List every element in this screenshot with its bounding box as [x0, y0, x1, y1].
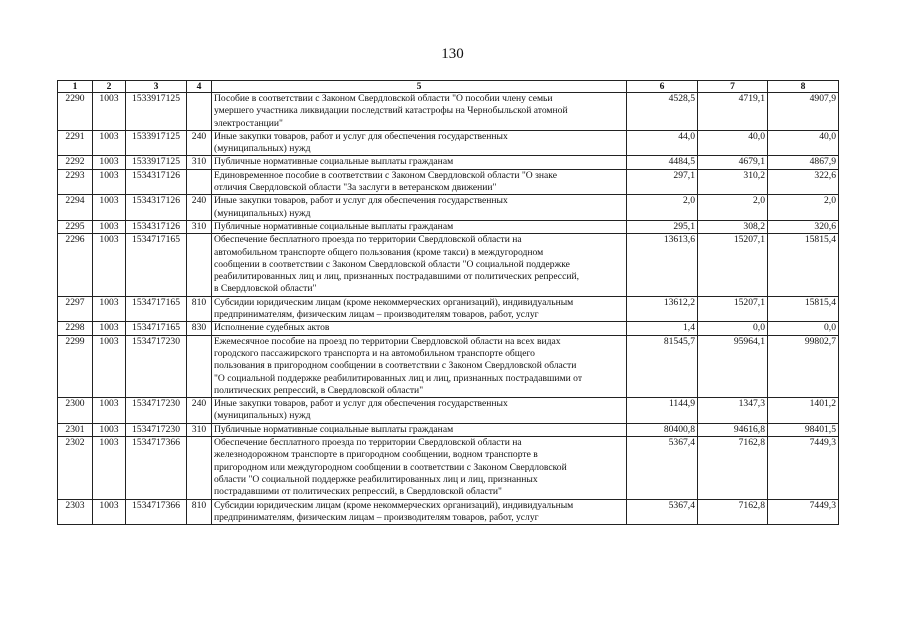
- amount-year-1: 297,1: [627, 169, 698, 195]
- target-article-code: 1534317126: [126, 169, 187, 195]
- item-name: [212, 335, 627, 397]
- item-name-line: области "О социальной поддержке реабилитированных лиц и лиц, признанных: [214, 473, 538, 485]
- amount-year-1: 44,0: [627, 130, 698, 156]
- item-name: [212, 156, 627, 169]
- item-name: [212, 322, 627, 335]
- row-number: 2303: [58, 499, 93, 525]
- row-number: 2298: [58, 322, 93, 335]
- target-article-code: 1534717366: [126, 499, 187, 525]
- item-name-line: в Свердловской области": [214, 283, 317, 295]
- amount-year-2: 15207,1: [698, 234, 768, 296]
- item-name-line: (муниципальных) нужд: [214, 143, 311, 155]
- target-article-code: 1534717165: [126, 322, 187, 335]
- item-name-line: Пособие в соответствии с Законом Свердловской области "О пособии члену семьи: [214, 93, 553, 104]
- table-row: [58, 423, 839, 436]
- section-code: 1003: [93, 437, 126, 499]
- amount-year-2: 95964,1: [698, 335, 768, 397]
- amount-year-2: 308,2: [698, 220, 768, 233]
- item-name-line: Обеспечение бесплатного проезда по территории Свердловской области на: [214, 234, 522, 246]
- expense-type-code: 810: [187, 499, 212, 525]
- row-number: 2293: [58, 169, 93, 195]
- table-body: [58, 93, 839, 525]
- expense-type-code: [187, 234, 212, 296]
- section-code: 1003: [93, 220, 126, 233]
- section-code: 1003: [93, 499, 126, 525]
- amount-year-1: 295,1: [627, 220, 698, 233]
- expense-type-code: 310: [187, 156, 212, 169]
- page-number: 130: [441, 46, 464, 62]
- item-name-line: электростанции": [214, 117, 283, 129]
- table-row: [58, 169, 839, 195]
- amount-year-3: 7449,3: [768, 499, 839, 525]
- row-number: 2290: [58, 93, 93, 131]
- column-header: 2: [93, 81, 126, 93]
- item-name-line: реабилитированных лиц и лиц, признанных пострадавшими от политических репрессий,: [214, 271, 579, 283]
- row-number: 2292: [58, 156, 93, 169]
- amount-year-3: 320,6: [768, 220, 839, 233]
- amount-year-1: 1,4: [627, 322, 698, 335]
- expense-type-code: [187, 437, 212, 499]
- amount-year-1: 5367,4: [627, 437, 698, 499]
- item-name-line: предпринимателям, физическим лицам – производителям товаров, работ, услуг: [214, 511, 539, 523]
- item-name: [212, 499, 627, 525]
- table-row: [58, 296, 839, 322]
- table-row: [58, 195, 839, 221]
- amount-year-2: 15207,1: [698, 296, 768, 322]
- table-row: [58, 499, 839, 525]
- section-code: 1003: [93, 156, 126, 169]
- amount-year-1: 81545,7: [627, 335, 698, 397]
- item-name: [212, 195, 627, 221]
- row-number: 2297: [58, 296, 93, 322]
- item-name-line: политических репрессий, в Свердловской области": [214, 384, 424, 396]
- item-name-line: отличия Свердловской области "За заслуги в ветеранском движении": [214, 182, 497, 194]
- amount-year-1: 13613,6: [627, 234, 698, 296]
- row-number: 2299: [58, 335, 93, 397]
- expense-type-code: 830: [187, 322, 212, 335]
- item-name: [212, 130, 627, 156]
- table-row: [58, 322, 839, 335]
- amount-year-3: 322,6: [768, 169, 839, 195]
- row-number: 2294: [58, 195, 93, 221]
- expense-type-code: 310: [187, 220, 212, 233]
- table-row: [58, 398, 839, 424]
- budget-table: [57, 80, 839, 525]
- item-name-line: Публичные нормативные социальные выплаты гражданам: [214, 220, 454, 232]
- amount-year-3: 0,0: [768, 322, 839, 335]
- item-name-line: пострадавшими от политических репрессий, в Свердловской области": [214, 486, 502, 498]
- section-code: 1003: [93, 398, 126, 424]
- item-name: [212, 169, 627, 195]
- section-code: 1003: [93, 93, 126, 131]
- table-row: [58, 335, 839, 397]
- amount-year-3: 2,0: [768, 195, 839, 221]
- item-name: [212, 220, 627, 233]
- item-name-line: Публичные нормативные социальные выплаты гражданам: [214, 156, 454, 168]
- header-row: [58, 81, 839, 93]
- column-header: 6: [627, 81, 698, 93]
- item-name-line: Ежемесячное пособие на проезд по территории Свердловской области на всех видах: [214, 335, 561, 347]
- row-number: 2291: [58, 130, 93, 156]
- item-name: [212, 437, 627, 499]
- target-article-code: 1534717165: [126, 296, 187, 322]
- item-name-line: Обеспечение бесплатного проезда по территории Свердловской области на: [214, 437, 522, 449]
- column-header: 4: [187, 81, 212, 93]
- item-name-line: автомобильном транспорте общего пользования (кроме такси) в междугородном: [214, 246, 544, 258]
- item-name-line: городского пассажирского транспорта и на автомобильном транспорте общего: [214, 347, 535, 359]
- item-name-line: "О социальной поддержке реабилитированных лиц и лиц, признанных пострадавшими от: [214, 372, 583, 384]
- amount-year-1: 2,0: [627, 195, 698, 221]
- amount-year-3: 99802,7: [768, 335, 839, 397]
- column-header: 3: [126, 81, 187, 93]
- amount-year-2: 7162,8: [698, 437, 768, 499]
- expense-type-code: 240: [187, 195, 212, 221]
- column-header: 1: [58, 81, 93, 93]
- amount-year-3: 4867,9: [768, 156, 839, 169]
- section-code: 1003: [93, 335, 126, 397]
- amount-year-1: 80400,8: [627, 423, 698, 436]
- item-name-line: Публичные нормативные социальные выплаты гражданам: [214, 423, 454, 435]
- expense-type-code: 310: [187, 423, 212, 436]
- section-code: 1003: [93, 423, 126, 436]
- target-article-code: 1534717165: [126, 234, 187, 296]
- table-row: [58, 130, 839, 156]
- amount-year-3: 98401,5: [768, 423, 839, 436]
- row-number: 2301: [58, 423, 93, 436]
- amount-year-2: 310,2: [698, 169, 768, 195]
- amount-year-2: 0,0: [698, 322, 768, 335]
- amount-year-3: 4907,9: [768, 93, 839, 131]
- item-name-line: сообщении в соответствии с Законом Свердловской области "О социальной поддержке: [214, 258, 570, 270]
- item-name-line: Субсидии юридическим лицам (кроме некоммерческих организаций), индивидуальным: [214, 296, 574, 308]
- item-name: [212, 93, 627, 131]
- expense-type-code: 810: [187, 296, 212, 322]
- section-code: 1003: [93, 234, 126, 296]
- expense-type-code: 240: [187, 398, 212, 424]
- column-header: 5: [212, 81, 627, 93]
- amount-year-3: 15815,4: [768, 296, 839, 322]
- target-article-code: 1534717366: [126, 437, 187, 499]
- item-name: [212, 423, 627, 436]
- target-article-code: 1533917125: [126, 130, 187, 156]
- row-number: 2295: [58, 220, 93, 233]
- table-row: [58, 220, 839, 233]
- amount-year-3: 1401,2: [768, 398, 839, 424]
- item-name-line: Иные закупки товаров, работ и услуг для обеспечения государственных: [214, 195, 508, 207]
- item-name: [212, 296, 627, 322]
- section-code: 1003: [93, 195, 126, 221]
- amount-year-2: 1347,3: [698, 398, 768, 424]
- table-row: [58, 437, 839, 499]
- item-name: [212, 398, 627, 424]
- amount-year-3: 15815,4: [768, 234, 839, 296]
- amount-year-2: 7162,8: [698, 499, 768, 525]
- column-header: 7: [698, 81, 768, 93]
- item-name-line: Субсидии юридическим лицам (кроме некоммерческих организаций), индивидуальным: [214, 499, 574, 511]
- table-row: [58, 93, 839, 131]
- item-name: [212, 234, 627, 296]
- section-code: 1003: [93, 130, 126, 156]
- item-name-line: (муниципальных) нужд: [214, 207, 311, 219]
- item-name-line: предпринимателям, физическим лицам – производителям товаров, работ, услуг: [214, 309, 539, 321]
- target-article-code: 1533917125: [126, 156, 187, 169]
- section-code: 1003: [93, 296, 126, 322]
- amount-year-3: 40,0: [768, 130, 839, 156]
- target-article-code: 1534717230: [126, 335, 187, 397]
- expense-type-code: 240: [187, 130, 212, 156]
- amount-year-3: 7449,3: [768, 437, 839, 499]
- row-number: 2296: [58, 234, 93, 296]
- amount-year-1: 13612,2: [627, 296, 698, 322]
- row-number: 2300: [58, 398, 93, 424]
- target-article-code: 1534717230: [126, 398, 187, 424]
- item-name-line: (муниципальных) нужд: [214, 410, 311, 422]
- item-name-line: железнодорожном транспорте в пригородном сообщении, водном транспорте в: [214, 449, 538, 461]
- item-name-line: Иные закупки товаров, работ и услуг для обеспечения государственных: [214, 398, 508, 410]
- amount-year-2: 4679,1: [698, 156, 768, 169]
- amount-year-2: 4719,1: [698, 93, 768, 131]
- item-name-line: Иные закупки товаров, работ и услуг для обеспечения государственных: [214, 130, 508, 142]
- item-name-line: пользования в пригородном сообщении в соответствии с Законом Свердловской области: [214, 360, 577, 372]
- table-row: [58, 234, 839, 296]
- expense-type-code: [187, 93, 212, 131]
- item-name-line: пригородном или междугородном сообщении в соответствии с Законом Свердловской: [214, 461, 567, 473]
- amount-year-1: 4484,5: [627, 156, 698, 169]
- section-code: 1003: [93, 322, 126, 335]
- target-article-code: 1533917125: [126, 93, 187, 131]
- table-row: [58, 156, 839, 169]
- target-article-code: 1534317126: [126, 195, 187, 221]
- item-name-line: Исполнение судебных актов: [214, 322, 330, 334]
- item-name-line: Единовременное пособие в соответствии с Законом Свердловской области "О знаке: [214, 169, 557, 181]
- column-header: 8: [768, 81, 839, 93]
- amount-year-2: 94616,8: [698, 423, 768, 436]
- expense-type-code: [187, 335, 212, 397]
- item-name-line: умершего участника ликвидации последствий катастрофы на Чернобыльской атомной: [214, 105, 568, 117]
- row-number: 2302: [58, 437, 93, 499]
- section-code: 1003: [93, 169, 126, 195]
- target-article-code: 1534717230: [126, 423, 187, 436]
- amount-year-1: 4528,5: [627, 93, 698, 131]
- amount-year-2: 40,0: [698, 130, 768, 156]
- amount-year-2: 2,0: [698, 195, 768, 221]
- amount-year-1: 5367,4: [627, 499, 698, 525]
- target-article-code: 1534317126: [126, 220, 187, 233]
- expense-type-code: [187, 169, 212, 195]
- amount-year-1: 1144,9: [627, 398, 698, 424]
